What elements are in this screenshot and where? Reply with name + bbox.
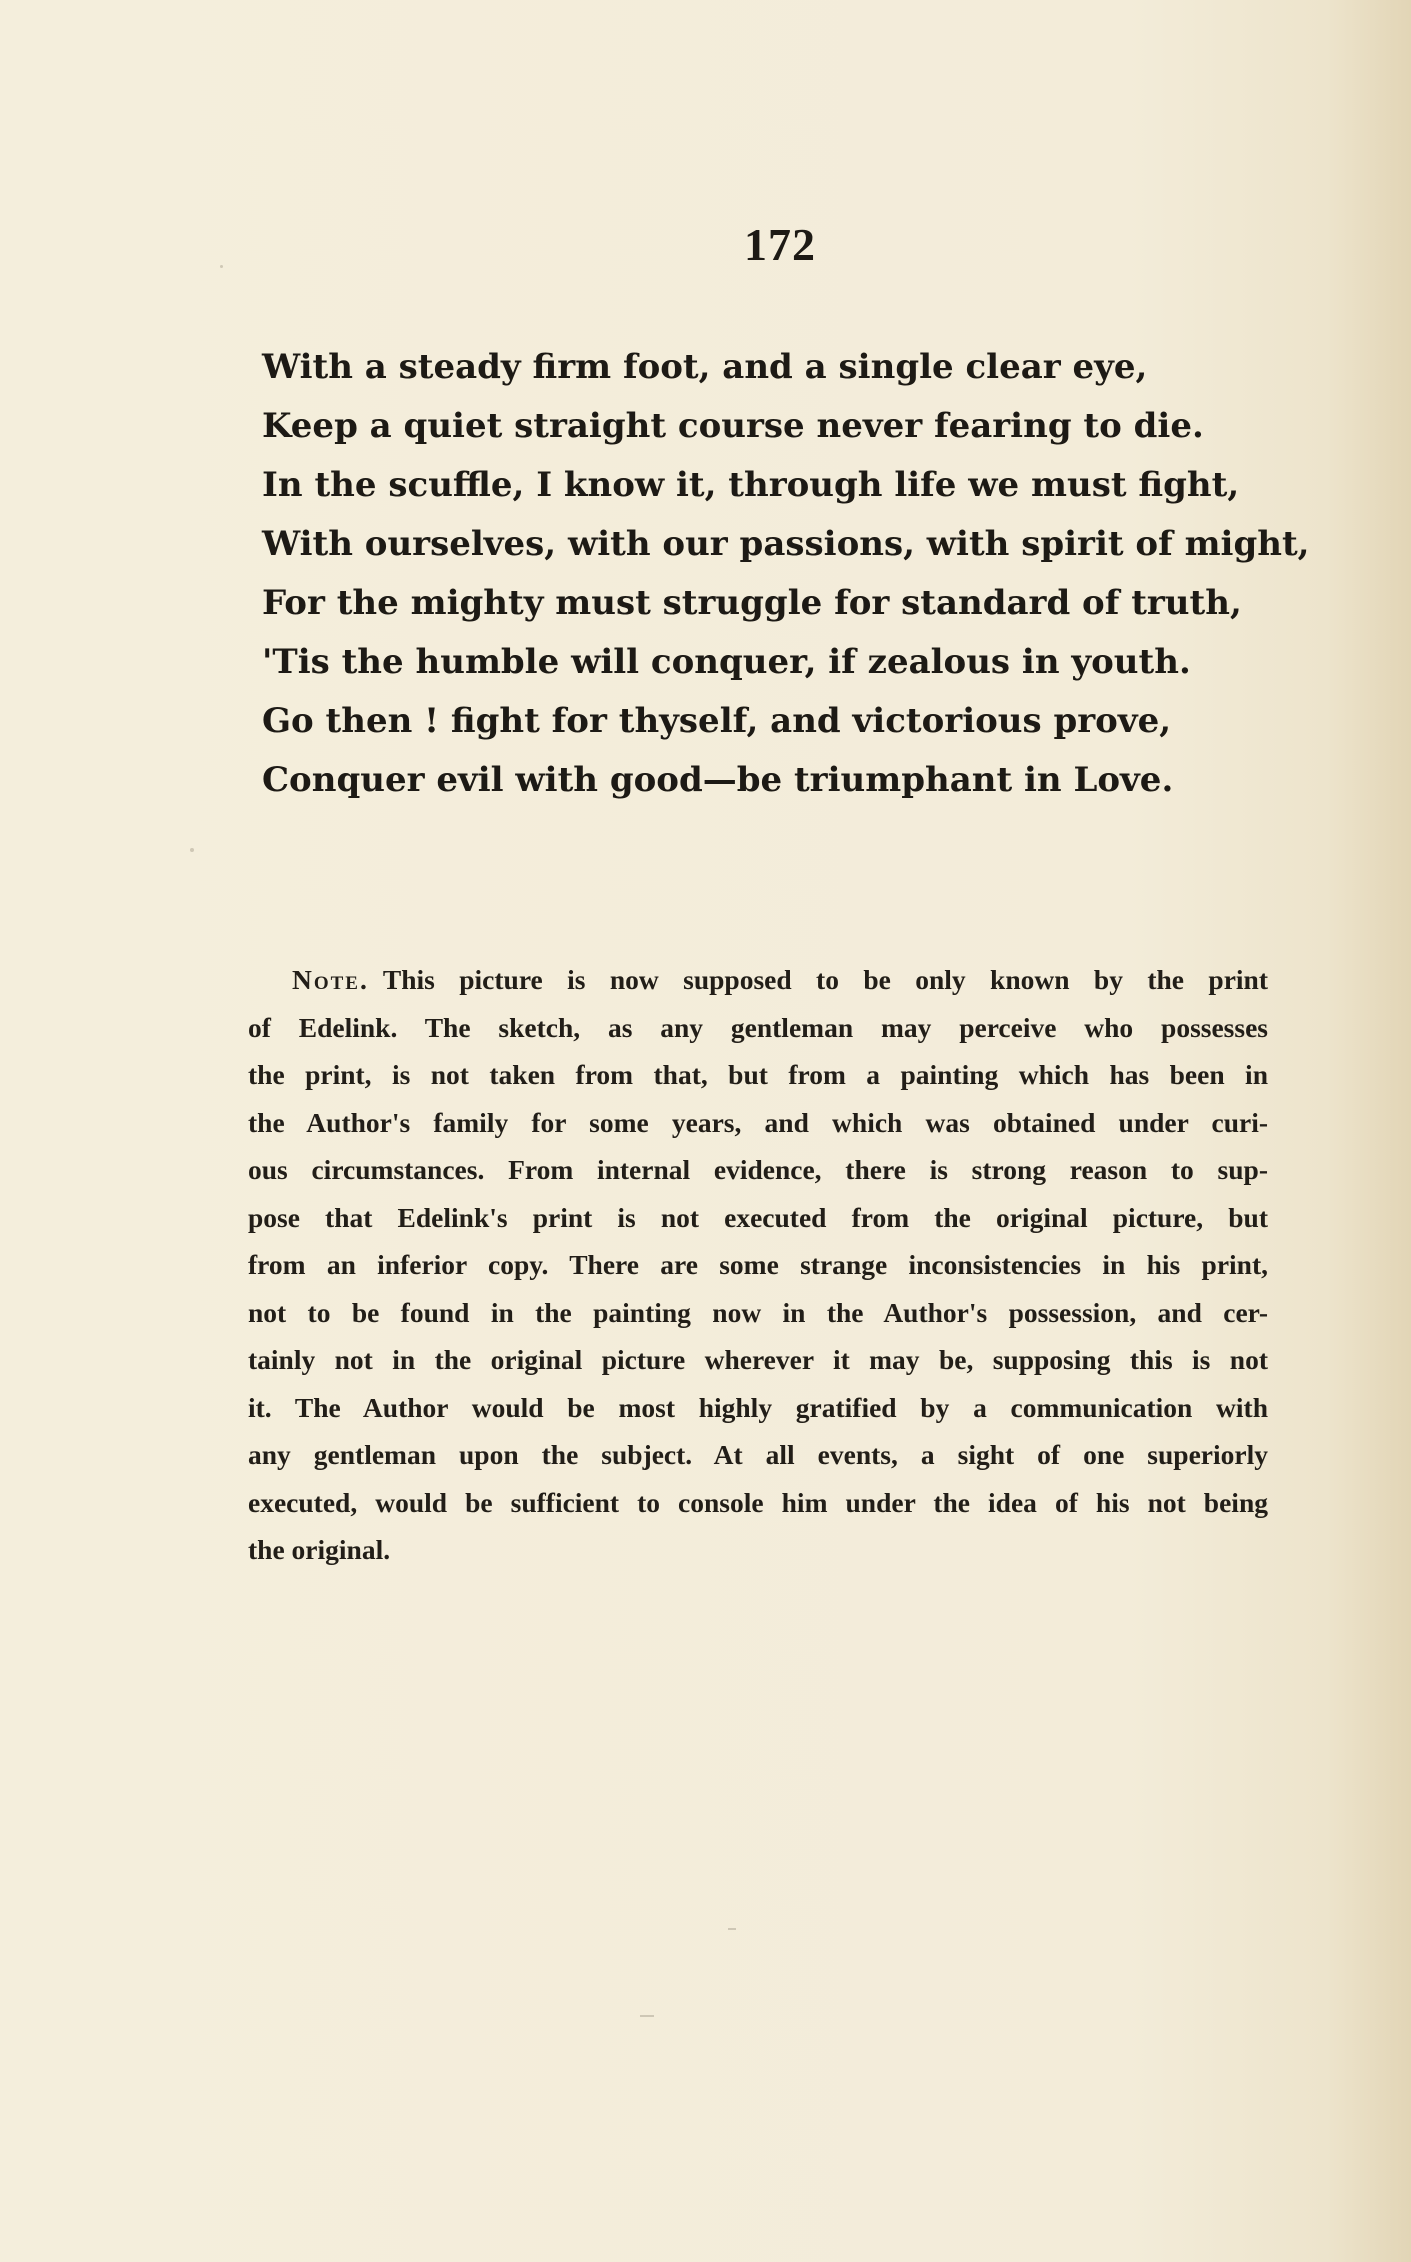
note-line: any gentleman upon the subject. At all events, a sight of one superiorly [248, 1439, 1268, 1470]
note-last-line: the original. [248, 1534, 391, 1565]
paper-speck [640, 2015, 654, 2017]
poem-line: 'Tis the humble will conquer, if zealous in youth. [262, 642, 1191, 682]
paper-speck [728, 1928, 736, 1930]
note-line: not to be found in the painting now in the Author's possession, and cer- [248, 1296, 1268, 1328]
note-line: the print, is not taken from that, but from a painting which has been in [248, 1059, 1268, 1090]
paper-speck [220, 265, 223, 268]
note-line: from an inferior copy. There are some strange inconsistencies in his print, [248, 1249, 1268, 1280]
poem-line: For the mighty must struggle for standard of truth, [262, 583, 1242, 623]
note-line: tainly not in the original picture wherever it may be, supposing this is not [248, 1344, 1268, 1375]
note-line: it. The Author would be most highly gratified by a communication with [248, 1391, 1268, 1423]
poem-line: Keep a quiet straight course never fearing to die. [262, 406, 1204, 446]
footnote [248, 956, 1268, 1574]
poem [262, 338, 1310, 810]
note-first-line [248, 956, 1268, 1004]
poem-line: Go then ! fight for thyself, and victorious prove, [262, 701, 1172, 741]
note-line: pose that Edelink's print is not executed from the original picture, but [248, 1201, 1268, 1233]
note-first-line-text: This picture is now supposed to be only known by the print [382, 964, 1268, 995]
poem-line: Conquer evil with good—be triumphant in Love. [262, 760, 1174, 800]
note-line: the Author's family for some years, and which was obtained under curi- [248, 1106, 1268, 1138]
poem-line: In the scuffle, I know it, through life we must fight, [262, 465, 1240, 505]
poem-line: With ourselves, with our passions, with spirit of might, [262, 524, 1310, 564]
note-line: of Edelink. The sketch, as any gentleman may perceive who possesses [248, 1011, 1268, 1043]
poem-line: With a steady firm foot, and a single clear eye, [262, 347, 1148, 387]
note-line: ous circumstances. From internal evidence, there is strong reason to sup- [248, 1154, 1268, 1185]
note-line: executed, would be sufficient to console him under the idea of his not being [248, 1486, 1268, 1518]
page-number: 172 [744, 219, 816, 270]
note-heading: Note. [292, 964, 369, 995]
paper-speck [190, 848, 194, 852]
